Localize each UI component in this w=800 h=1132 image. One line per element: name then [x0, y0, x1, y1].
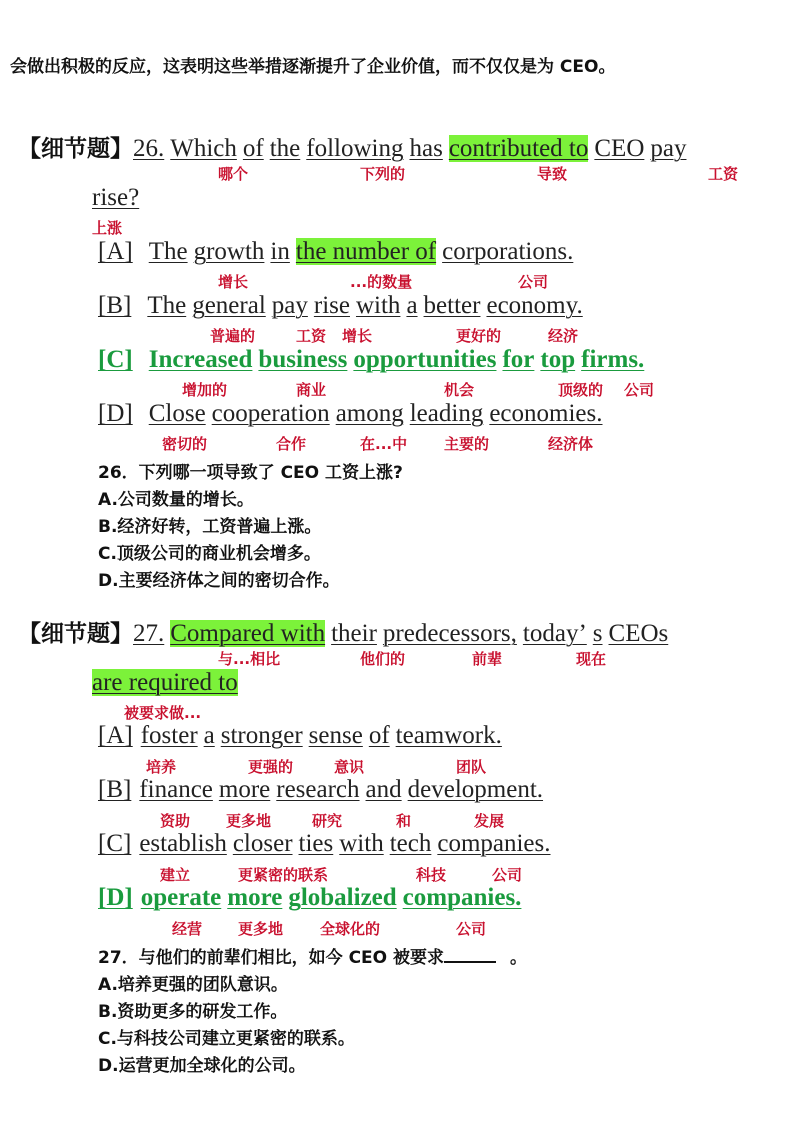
stem-word: has [409, 135, 443, 162]
option-word: stronger [220, 722, 303, 749]
q26-translation-b: B.经济好转，工资普遍上涨。 [98, 517, 322, 537]
q26-translation-c: C.顶级公司的商业机会增多。 [98, 544, 321, 564]
q26-stem-continued [92, 184, 139, 212]
q26-translation-question: 26．下列哪一项导致了 CEO 工资上涨? [98, 463, 403, 483]
q27-translation-a: A.培养更强的团队意识。 [98, 975, 288, 995]
answer-blank [444, 947, 496, 963]
option-word: establish [139, 830, 227, 857]
annotation: 主要的 [444, 435, 490, 453]
annotation: 顶级的 [558, 381, 604, 399]
annotation: 上涨 [92, 219, 123, 237]
annotation: 公司 [456, 920, 487, 938]
stem-word: their [331, 620, 377, 647]
annotation: 在...中 [360, 435, 408, 453]
q27-number: 27. [133, 620, 165, 647]
stem-word: today’ [522, 620, 587, 647]
option-word: more [227, 884, 283, 911]
annotation: 商业 [296, 381, 327, 399]
option-word: pay [271, 292, 308, 319]
annotation: 和 [396, 812, 412, 830]
option-word: economies. [489, 400, 603, 427]
annotation: 研究 [312, 812, 343, 830]
option-word: The [148, 238, 188, 265]
annotation: 更强的 [248, 758, 294, 776]
q26-option-d [98, 400, 603, 428]
option-word: among [335, 400, 404, 427]
annotation: 前辈 [472, 650, 503, 668]
option-word: The [147, 292, 187, 319]
q27-stem [18, 615, 668, 648]
q27-option-c [98, 830, 551, 858]
annotation: 导致 [537, 165, 568, 183]
q26-translation-d: D.主要经济体之间的密切合作。 [98, 571, 340, 591]
annotation: 资助 [160, 812, 191, 830]
q27-translation-c: C.与科技公司建立更紧密的联系。 [98, 1029, 355, 1049]
annotation: 培养 [146, 758, 177, 776]
annotation: 科技 [416, 866, 447, 884]
option-word: leading [409, 400, 484, 427]
annotation: ...的数量 [350, 273, 413, 291]
option-word: top [540, 346, 576, 373]
q26-number: 26. [133, 135, 165, 162]
annotation: 密切的 [162, 435, 208, 453]
annotation: 经营 [172, 920, 203, 938]
option-letter: [C] [98, 346, 133, 373]
option-letter: [D] [98, 884, 133, 911]
annotation: 建立 [160, 866, 191, 884]
q26-stem [18, 130, 686, 163]
option-word: finance [139, 776, 213, 803]
stem-word: s [592, 620, 603, 647]
option-letter: [B] [98, 292, 132, 319]
stem-key-phrase: are required to [92, 669, 238, 696]
option-letter: [D] [98, 400, 133, 427]
option-word: research [276, 776, 360, 803]
option-word: a [203, 722, 215, 749]
q27-stem-continued [92, 669, 238, 697]
annotation: 哪个 [218, 165, 249, 183]
annotation: 更多地 [238, 920, 284, 938]
stem-word: of [242, 135, 264, 162]
option-word: operate [140, 884, 222, 911]
annotation: 经济 [548, 327, 579, 345]
option-key-phrase: the number of [295, 238, 437, 265]
option-letter: [A] [98, 238, 133, 265]
annotation: 工资 [708, 165, 739, 183]
annotation: 工资 [296, 327, 327, 345]
annotation: 增加的 [182, 381, 228, 399]
option-word: rise [313, 292, 350, 319]
option-word: teamwork. [395, 722, 502, 749]
stem-key-phrase: contributed to [448, 135, 589, 162]
q26-tag: 【细节题】 [18, 136, 133, 162]
annotation: 更好的 [456, 327, 502, 345]
annotation: 更多地 [226, 812, 272, 830]
annotation: 现在 [576, 650, 607, 668]
option-word: closer [232, 830, 293, 857]
option-word: with [355, 292, 401, 319]
option-word: of [368, 722, 390, 749]
option-word: economy. [486, 292, 583, 319]
annotation: 团队 [456, 758, 487, 776]
option-word: cooperation [211, 400, 330, 427]
q26-translation-a: A.公司数量的增长。 [98, 490, 254, 510]
option-word: a [406, 292, 418, 319]
option-word: companies. [437, 830, 551, 857]
option-word: firms. [581, 346, 645, 373]
option-word: and [365, 776, 402, 803]
option-word: Close [148, 400, 206, 427]
annotation: 增长 [218, 273, 249, 291]
annotation: 公司 [518, 273, 549, 291]
annotation: 发展 [474, 812, 505, 830]
annotation: 他们的 [360, 650, 406, 668]
translation-text: 。 [510, 948, 528, 968]
option-word: companies. [402, 884, 522, 911]
option-word: Increased [148, 346, 253, 373]
option-word: opportunities [353, 346, 497, 373]
option-word: tech [389, 830, 432, 857]
annotation: 经济体 [548, 435, 594, 453]
translation-text: 27．与他们的前辈们相比，如今 CEO 被要求 [98, 948, 445, 968]
q26-option-c-answer [98, 346, 644, 374]
stem-word: the [269, 135, 301, 162]
option-word: with [339, 830, 384, 857]
option-word: foster [140, 722, 198, 749]
annotation: 下列的 [360, 165, 406, 183]
option-word: sense [308, 722, 363, 749]
annotation: 普遍的 [210, 327, 256, 345]
q27-option-b [98, 776, 543, 804]
annotation: 公司 [624, 381, 655, 399]
option-word: globalized [288, 884, 397, 911]
stem-word: rise? [92, 184, 140, 211]
option-word: better [423, 292, 481, 319]
intro-text: 会做出积极的反应，这表明这些举措逐渐提升了企业价值，而不仅仅是为 CEO。 [10, 57, 616, 77]
option-word: ties [298, 830, 334, 857]
annotation: 公司 [492, 866, 523, 884]
q26-option-a [98, 238, 573, 266]
stem-word: predecessors, [382, 620, 517, 647]
annotation: 全球化的 [320, 920, 381, 938]
option-letter: [C] [98, 830, 132, 857]
option-word: for [502, 346, 535, 373]
annotation: 被要求做... [124, 704, 202, 722]
stem-word: CEOs [608, 620, 669, 647]
option-letter: [A] [98, 722, 133, 749]
annotation: 意识 [334, 758, 365, 776]
annotation: 机会 [444, 381, 475, 399]
annotation: 更紧密的联系 [238, 866, 329, 884]
option-word: corporations. [442, 238, 574, 265]
q27-option-a [98, 722, 502, 750]
option-word: in [270, 238, 290, 265]
option-letter: [B] [98, 776, 132, 803]
stem-key-phrase: Compared with [170, 620, 326, 647]
stem-word: following [306, 135, 404, 162]
option-word: more [218, 776, 271, 803]
annotation: 与...相比 [218, 650, 281, 668]
q27-translation-question [98, 943, 527, 968]
stem-word: pay [650, 135, 687, 162]
annotation: 增长 [342, 327, 373, 345]
option-word: general [192, 292, 266, 319]
option-word: business [258, 346, 348, 373]
option-word: growth [193, 238, 265, 265]
q27-option-d-answer [98, 884, 521, 912]
q26-option-b [98, 292, 583, 320]
option-word: development. [407, 776, 544, 803]
q27-translation-b: B.资助更多的研发工作。 [98, 1002, 288, 1022]
annotation: 合作 [276, 435, 307, 453]
q27-translation-d: D.运营更加全球化的公司。 [98, 1056, 306, 1076]
q27-tag: 【细节题】 [18, 621, 133, 647]
stem-word: Which [170, 135, 237, 162]
stem-word: CEO [594, 135, 645, 162]
